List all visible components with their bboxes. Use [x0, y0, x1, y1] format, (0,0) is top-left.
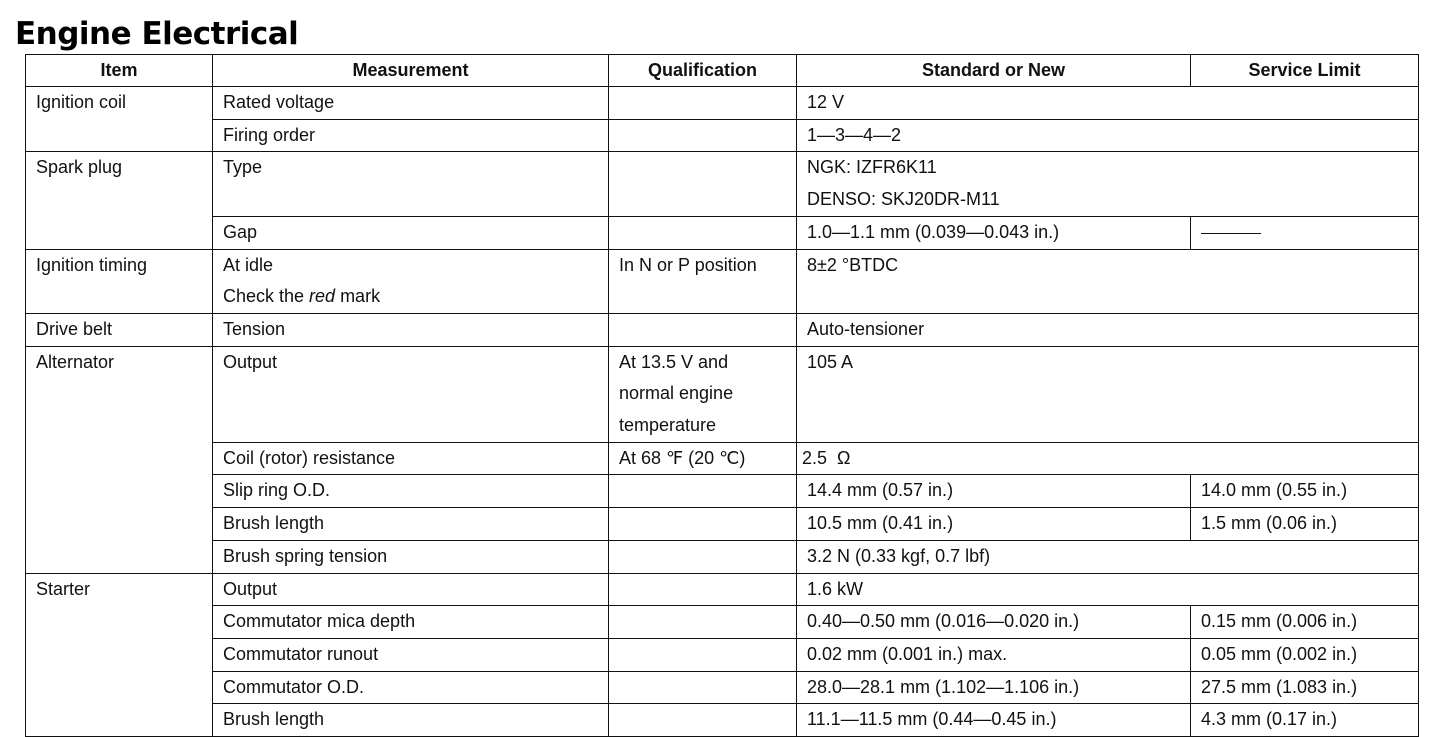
qualification-cell [609, 573, 797, 606]
header-item: Item [26, 55, 213, 87]
standard-cell: 0.40—0.50 mm (0.016—0.020 in.) [797, 606, 1191, 639]
limit-cell [1191, 216, 1419, 249]
qualification-cell [609, 216, 797, 249]
measurement-line: At idle [223, 254, 274, 275]
limit-cell: 27.5 mm (1.083 in.) [1191, 671, 1419, 704]
qualification-cell [609, 606, 797, 639]
header-row [26, 55, 1419, 87]
table-row [26, 249, 1419, 313]
qualification-cell [609, 346, 797, 442]
limit-cell: 0.15 mm (0.006 in.) [1191, 606, 1419, 639]
table-row [26, 216, 1419, 249]
measurement-text: mark [335, 286, 381, 307]
item-cell: Ignition timing [26, 249, 213, 313]
measurement-text: Check the [223, 286, 310, 307]
standard-line: NGK: IZFR6K11 [807, 157, 937, 178]
limit-cell: 1.5 mm (0.06 in.) [1191, 508, 1419, 541]
qualification-cell: At 68 ℉ (20 ℃) [609, 442, 797, 475]
no-limit-dash [1201, 233, 1261, 234]
measurement-cell: Output [213, 346, 609, 442]
measurement-cell: Commutator runout [213, 638, 609, 671]
standard-cell: 8±2 °BTDC [797, 249, 1419, 313]
measurement-cell: Commutator mica depth [213, 606, 609, 639]
table-row [26, 540, 1419, 573]
measurement-cell: Rated voltage [213, 87, 609, 120]
item-cell: Ignition coil [26, 87, 213, 152]
qualification-cell [609, 152, 797, 216]
qualification-cell: In N or P position [609, 249, 797, 313]
table-row [26, 508, 1419, 541]
header-service-limit: Service Limit [1191, 55, 1419, 87]
qualification-cell [609, 475, 797, 508]
qualification-cell [609, 119, 797, 152]
header-qualification: Qualification [609, 55, 797, 87]
item-cell: Drive belt [26, 313, 213, 346]
measurement-cell: Output [213, 573, 609, 606]
measurement-cell [213, 249, 609, 313]
header-standard: Standard or New [797, 55, 1191, 87]
measurement-cell: Brush spring tension [213, 540, 609, 573]
standard-cell: 10.5 mm (0.41 in.) [797, 508, 1191, 541]
standard-cell: 11.1—11.5 mm (0.44—0.45 in.) [797, 704, 1191, 737]
qualification-line: normal engine [619, 383, 734, 404]
measurement-cell: Type [213, 152, 609, 216]
measurement-cell: Brush length [213, 508, 609, 541]
qualification-cell [609, 638, 797, 671]
standard-cell: 0.02 mm (0.001 in.) max. [797, 638, 1191, 671]
table-row [26, 119, 1419, 152]
limit-cell: 4.3 mm (0.17 in.) [1191, 704, 1419, 737]
standard-cell: 28.0—28.1 mm (1.102—1.106 in.) [797, 671, 1191, 704]
header-measurement: Measurement [213, 55, 609, 87]
standard-cell: 2.5 Ω [797, 442, 1419, 475]
measurement-cell: Coil (rotor) resistance [213, 442, 609, 475]
table-row [26, 606, 1419, 639]
table-row [26, 346, 1419, 442]
item-cell: Spark plug [26, 152, 213, 249]
table-row [26, 475, 1419, 508]
standard-cell: 1—3—4—2 [797, 119, 1419, 152]
standard-cell: 1.6 kW [797, 573, 1419, 606]
item-cell: Alternator [26, 346, 213, 573]
qualification-cell [609, 87, 797, 120]
measurement-cell: Gap [213, 216, 609, 249]
table-row [26, 671, 1419, 704]
standard-cell [797, 152, 1419, 216]
qualification-cell [609, 671, 797, 704]
standard-cell: 3.2 N (0.33 kgf, 0.7 lbf) [797, 540, 1419, 573]
spec-table [25, 54, 1419, 737]
table-row [26, 313, 1419, 346]
qualification-cell [609, 508, 797, 541]
table-row [26, 442, 1419, 475]
standard-cell: 105 A [797, 346, 1419, 442]
standard-cell: 14.4 mm (0.57 in.) [797, 475, 1191, 508]
page-title: Engine Electrical [15, 16, 299, 52]
table-row [26, 87, 1419, 120]
standard-cell: 12 V [797, 87, 1419, 120]
red-emphasis: red [309, 286, 336, 307]
measurement-cell: Firing order [213, 119, 609, 152]
limit-cell: 0.05 mm (0.002 in.) [1191, 638, 1419, 671]
item-cell: Starter [26, 573, 213, 737]
standard-cell: Auto-tensioner [797, 313, 1419, 346]
measurement-cell: Slip ring O.D. [213, 475, 609, 508]
qualification-cell [609, 313, 797, 346]
measurement-cell: Brush length [213, 704, 609, 737]
qualification-line: At 13.5 V and [619, 351, 729, 372]
standard-line: DENSO: SKJ20DR-M11 [807, 189, 1000, 210]
table-row [26, 152, 1419, 216]
standard-cell: 1.0—1.1 mm (0.039—0.043 in.) [797, 216, 1191, 249]
table-row [26, 638, 1419, 671]
limit-cell: 14.0 mm (0.55 in.) [1191, 475, 1419, 508]
table-row [26, 573, 1419, 606]
measurement-line [223, 281, 608, 313]
qualification-cell [609, 540, 797, 573]
measurement-cell: Tension [213, 313, 609, 346]
measurement-cell: Commutator O.D. [213, 671, 609, 704]
qualification-line: temperature [619, 415, 717, 436]
